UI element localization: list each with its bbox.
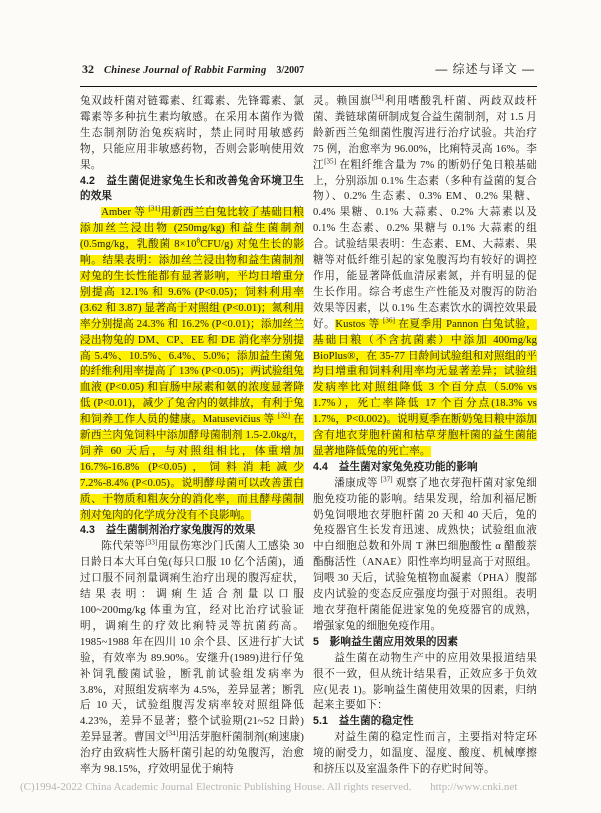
reference-superscript: [32] (278, 411, 291, 420)
header-left-group (82, 62, 304, 77)
text-run: 5 影响益生菌应用效果的因素 (313, 635, 459, 648)
text-run: 用鼠伤寒沙门氏菌人工感染 30 日龄日本大耳白兔(每只口服 10 亿个活菌)，通过口服不同剂量调痢生治疗出现的腹泻症状，结果表明：调痢生适合剂量以口服 100~200mg/kg 体重为宜，经对比治疗试验证明，调痢生的疗效比痢特灵等抗菌药高。1985~1988 年在四川 10 余个县、区进行扩大试验，有效率为 89.90%。安继升(1989)进行仔兔补饲乳酸菌试验，断乳前试验组发病率为 3.8%，对照组发病率为 4.5%，差异显著；断乳后 10 天，试验组腹泻发病率较对照组降低 4.23%，差异不显著；整个试验期(21~52 日龄)差异显著。曹国文 (80, 541, 304, 744)
text-run: 陈代荣等 (101, 541, 146, 553)
page-number: 32 (82, 62, 94, 76)
column-right (313, 94, 537, 778)
text-run: 用新西兰白兔比较了基础日粮添加丝兰浸出物 (250mg/kg) 和益生菌制剂 (0.5mg/kg，乳酸菌 8×10 (80, 207, 304, 251)
header-rule (80, 86, 537, 87)
reference-superscript: [34] (371, 93, 384, 102)
text-run: 在新西兰肉兔饲料中添加酵母菌制剂 1.5-2.0kg/t，饲养 60 天后，与对照组相比，体重增加 16.7%-16.8% (P<0.05)，饲料消耗减少 7.2%-8.4% (P<0.05)。说明酵母菌可以改善蛋白质、干物质和粗灰分的消化率，而且酵母菌制剂对兔肉的化学成分没有不良影响。 (80, 414, 305, 521)
content-columns (80, 94, 537, 778)
section-heading (313, 635, 537, 651)
text-run: 灵。赖国旗 (313, 96, 372, 107)
paragraph (313, 651, 537, 715)
section-heading (313, 714, 537, 730)
text-run: Amber 等 (101, 207, 149, 219)
text-run: 4.4 益生菌对家兔免疫功能的影响 (313, 460, 478, 473)
reference-superscript: [34] (166, 729, 179, 738)
journal-issue: 3/2007 (276, 65, 305, 76)
reference-superscript: [36] (382, 316, 396, 325)
reference-superscript: [35] (324, 157, 337, 166)
section-heading (80, 174, 304, 206)
paragraph (80, 539, 304, 778)
column-left (80, 94, 304, 778)
paragraph (313, 94, 537, 460)
reference-superscript: [31] (148, 204, 161, 213)
text-run: 对益生菌的稳定性而言，主要指对特定环境的耐受力，如温度、湿度、酸度、机械摩擦和挤压以及室温条件下的存贮时间等。 (313, 732, 537, 776)
page-footer (20, 781, 517, 793)
footer-url: http://www.cnki.net (430, 781, 518, 793)
text-run: 观察了地衣芽孢杆菌对家兔细胞免疫功能的影响。结果发现，给加利福尼断奶兔饲喂地衣芽胞杆菌 20 天和 40 天后，兔的免疫器官生长发育迅速、成熟快；试验组血液中白细胞总数和外周 T 淋巴细胞酸性 α 醋酸萘酯酶活性（ANAE）阳性率均明显高于对照组。饲喂 30 天后，试验兔植物血凝素（PHA）腹部皮内试验的变态反应强度均强于对照组。表明地衣芽孢杆菌能促进家兔的免疫器官的成熟，增强家兔的细胞免疫作用。 (313, 477, 537, 632)
paragraph (313, 476, 537, 635)
paragraph (313, 730, 537, 778)
highlighted-text (278, 411, 291, 425)
highlighted-text (101, 207, 148, 218)
page-header (82, 60, 535, 77)
text-run: Kustos 等 (335, 318, 383, 330)
text-run: 4.2 益生菌促进家兔生长和改善兔舍环境卫生的效果 (80, 174, 304, 203)
paragraph (80, 205, 304, 523)
highlighted-text (382, 316, 396, 330)
reference-superscript: 8 (196, 236, 201, 245)
highlighted-text (80, 411, 305, 521)
footer-copyright: (C)1994-2022 China Academic Journal Electronic Publishing House. All rights reserved. (20, 781, 412, 793)
section-label: — 综述与译文 — (435, 62, 535, 76)
highlighted-text (148, 204, 161, 218)
text-run: 用活芽胞杆菌制剂(痢速康)治疗由致病性大肠杆菌引起的幼兔腹泻，治愈率为 98.15%，疗效明显优于痢特 (80, 732, 304, 776)
reference-superscript: [33] (145, 538, 158, 547)
text-run: 4.3 益生菌制剂治疗家兔腹泻的效果 (80, 524, 256, 537)
text-run: CFU/g) 对兔生长的影响。结果表明：添加丝兰浸出物和益生菌制剂对兔的生长性能都有显著影响，平均日增重分别提高 12.1% 和 9.6% (P<0.05)；饲料利用率 (3.62 和 3.87) 显著高于对照组 (P<0.01)；氮利用率分别提高 24.3% 和 16.2% (P<0.01)；添加丝兰浸出物兔的 DM、CP、EE 和 DE 消化率分别提高 5.4%、10.5%、6.4%、5.0%；添加益生菌兔的纤维利用率提高了 13% (P<0.05)；两试验组兔血液 (P<0.05) 和盲肠中尿素和氨的浓度显著降低 (P<0.01)，减少了兔舍内的氨排放，有利于兔和饲养工作人员的健康。Matusevičius 等 (80, 239, 304, 426)
paragraph (80, 94, 304, 174)
reference-superscript: [37] (380, 475, 393, 484)
section-heading (313, 460, 537, 476)
text-run: 兔双歧杆菌对链霉素、红霉素、先锋霉素、氯霉素等多种抗生素均敏感。在采用本菌作为微生态制剂防治兔疾病时，禁止同时用敏感药物，只能应用非敏感药物，否则会影响使用效果。 (80, 96, 304, 171)
journal-title: Chinese Journal of Rabbit Farming (104, 65, 267, 76)
text-run: 5.1 益生菌的稳定性 (313, 715, 414, 728)
text-run: 利用嗜酸乳杆菌、两歧双歧杆菌、粪链球菌研制成复合益生菌制剂，对 1.5 月龄新西兰兔细菌性腹泻进行治疗试验。共治疗 75 例，治愈率为 96.00%，比痢特灵高 16%。李江 (313, 96, 537, 171)
text-run: 在夏季用 Pannon 白兔试验，基础日粮（不含抗菌素）中添加 400mg/kg BioPlus®，在 35-77 日龄间试验组和对照组的平均日增重和饲料利用率均无显著差异；试验组发病率比对照组降低 3 个百分点（5.0% vs 1.7%），死亡率降低 17 个百分点(18.3% vs 1.7%，P<0.002)。说明夏季在断奶兔日粮中添加含有地衣芽胞杆菌和枯草芽胞杆菌的益生菌能显著地降低兔的死亡率。 (313, 318, 537, 457)
highlighted-text (335, 319, 383, 330)
highlighted-text (80, 236, 304, 426)
section-heading (80, 523, 304, 539)
text-run: 在粗纤维含量为 7% 的断奶仔兔日粮基础上，分别添加 0.1% 生态素（多种有益菌的复合物）、0.2% 生态素、0.3% EM、0.2% 果糖、0.4% 果糖、0.1% 大蒜素、0.2% 大蒜素以及 0.1% 生态素、0.2% 果糖与 0.1% 大蒜素的组合。试验结果表明：生态素、EM、大蒜素、果糖等对低纤维引起的家兔腹泻均有较好的调控作用，能显著降低血清尿素氮，并有明显的促生长作用。综合考虑生产性能及对腹泻的防治效果等因素，以 0.1% 生态素饮水的调控效果最好。 (313, 159, 537, 330)
text-run: 潘康成等 (334, 477, 381, 489)
text-run: 益生菌在动物生产中的应用效果报道结果很不一致，但从统计结果看，正效应多于负效应(见表 1)。影响益生菌使用效果的因素，归纳起来主要如下： (313, 652, 537, 712)
highlighted-text (313, 319, 537, 457)
